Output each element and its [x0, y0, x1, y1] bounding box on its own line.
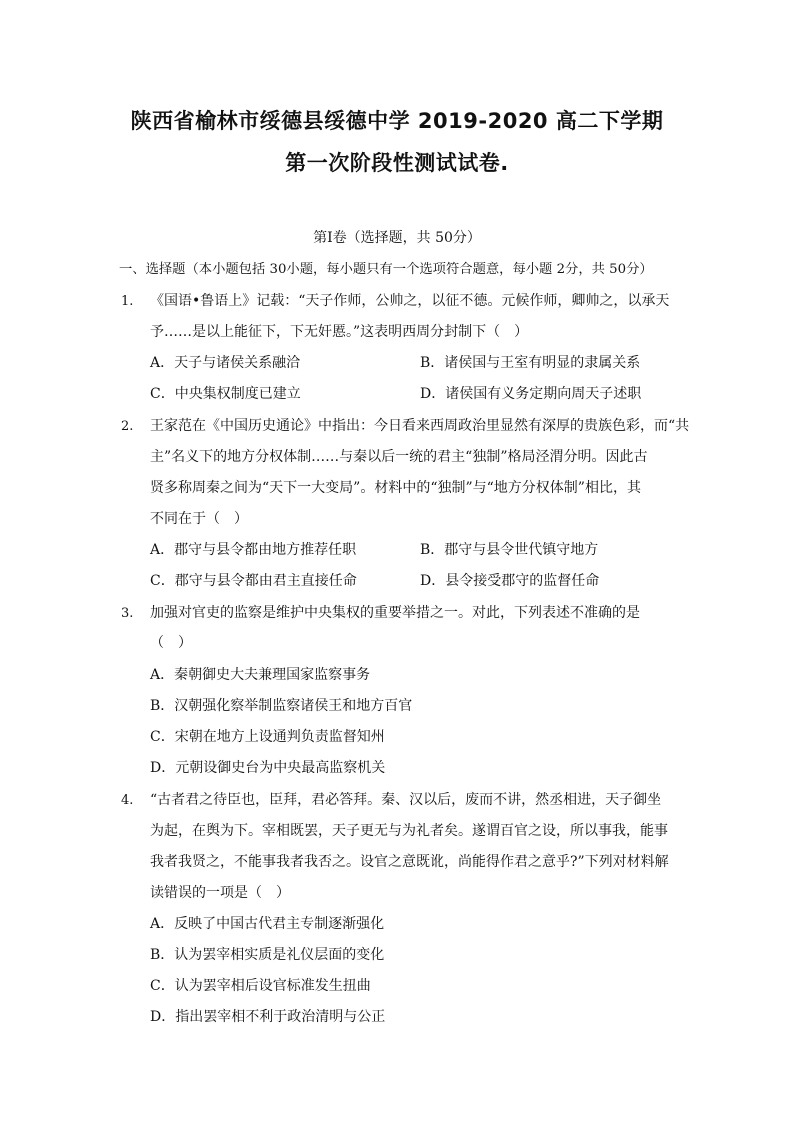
option-a: A．秦朝御史大夫兼理国家监察事务 — [150, 667, 371, 683]
question-text-line: 《国语•鲁语上》记载：“天子作师，公帅之，以征不德。元候作师，卿帅之，以承天 — [150, 293, 670, 309]
option-a: A．反映了中国古代君主专制逐渐强化 — [150, 916, 385, 932]
option-a: A．郡守与县令都由地方推荐任职 — [150, 542, 357, 558]
option-d: D．县令接受郡守的监督任命 — [420, 573, 600, 589]
question-number: 1. — [121, 294, 134, 309]
document-title-line-1: 陕西省榆林市绥德县绥德中学 2019-2020 高二下学期 — [130, 109, 664, 133]
option-b: B．诸侯国与王室有明显的隶属关系 — [420, 355, 641, 371]
question-text-line: （ ） — [150, 635, 192, 651]
question-number: 3. — [121, 606, 134, 621]
question-text-line: 贤多称周秦之间为“天下一大变局”。材料中的“独制”与“地方分权体制”相比，其 — [150, 480, 641, 496]
question-text-line: 王家范在《中国历史通论》中指出：今日看来西周政治里显然有深厚的贵族色彩，而“共 — [150, 418, 690, 434]
question-number: 2. — [121, 419, 134, 434]
option-c: C．中央集权制度已建立 — [150, 386, 301, 402]
question-text-line: “古者君之待臣也，臣拜，君必答拜。秦、汉以后，废而不讲，然丞相进，天子御坐 — [150, 792, 662, 808]
volume-heading: 第Ⅰ卷（选择题，共 50分） — [313, 230, 481, 246]
question-text-line: 予……是以上能征下，下无奸慝。”这表明西周分封制下（ ） — [150, 324, 529, 340]
option-b: B．认为罢宰相实质是礼仪层面的变化 — [150, 947, 385, 963]
question-text-line: 我者我贤之，不能事我者我否之。设官之意既讹，尚能得作君之意乎?”下列对材料解 — [150, 854, 669, 870]
section-instructions: 一、选择题（本小题包括 30小题，每小题只有一个选项符合题意，每小题 2分，共 50分） — [119, 262, 653, 277]
question-text-line: 为起，在舆为下。宰相既罢，天子更无与为礼者矣。遂谓百官之设，所以事我，能事 — [150, 823, 668, 839]
option-b: B．郡守与县令世代镇守地方 — [420, 542, 599, 558]
option-a: A．天子与诸侯关系融洽 — [150, 355, 301, 371]
question-text-line: 不同在于（ ） — [150, 511, 248, 527]
document-title-line-2: 第一次阶段性测试试卷. — [285, 151, 509, 175]
option-c: C．认为罢宰相后设官标准发生扭曲 — [150, 978, 371, 994]
question-number: 4. — [121, 793, 134, 808]
option-b: B．汉朝强化察举制监察诸侯王和地方百官 — [150, 698, 413, 714]
option-d: D．指出罢宰相不利于政治清明与公正 — [150, 1009, 386, 1025]
option-d: D．元朝设御史台为中央最高监察机关 — [150, 760, 386, 776]
option-d: D．诸侯国有义务定期向周天子述职 — [420, 386, 642, 402]
question-text-line: 主”名义下的地方分权体制……与秦以后一统的君主“独制”格局泾渭分明。因此古 — [150, 449, 648, 465]
option-c: C．郡守与县令都由君主直接任命 — [150, 573, 357, 589]
option-c: C．宋朝在地方上设通判负责监督知州 — [150, 729, 385, 745]
question-text-line: 读错误的一项是（ ） — [150, 885, 290, 901]
question-text-line: 加强对官吏的监察是维护中央集权的重要举措之一。对此，下列表述不准确的是 — [150, 605, 640, 621]
